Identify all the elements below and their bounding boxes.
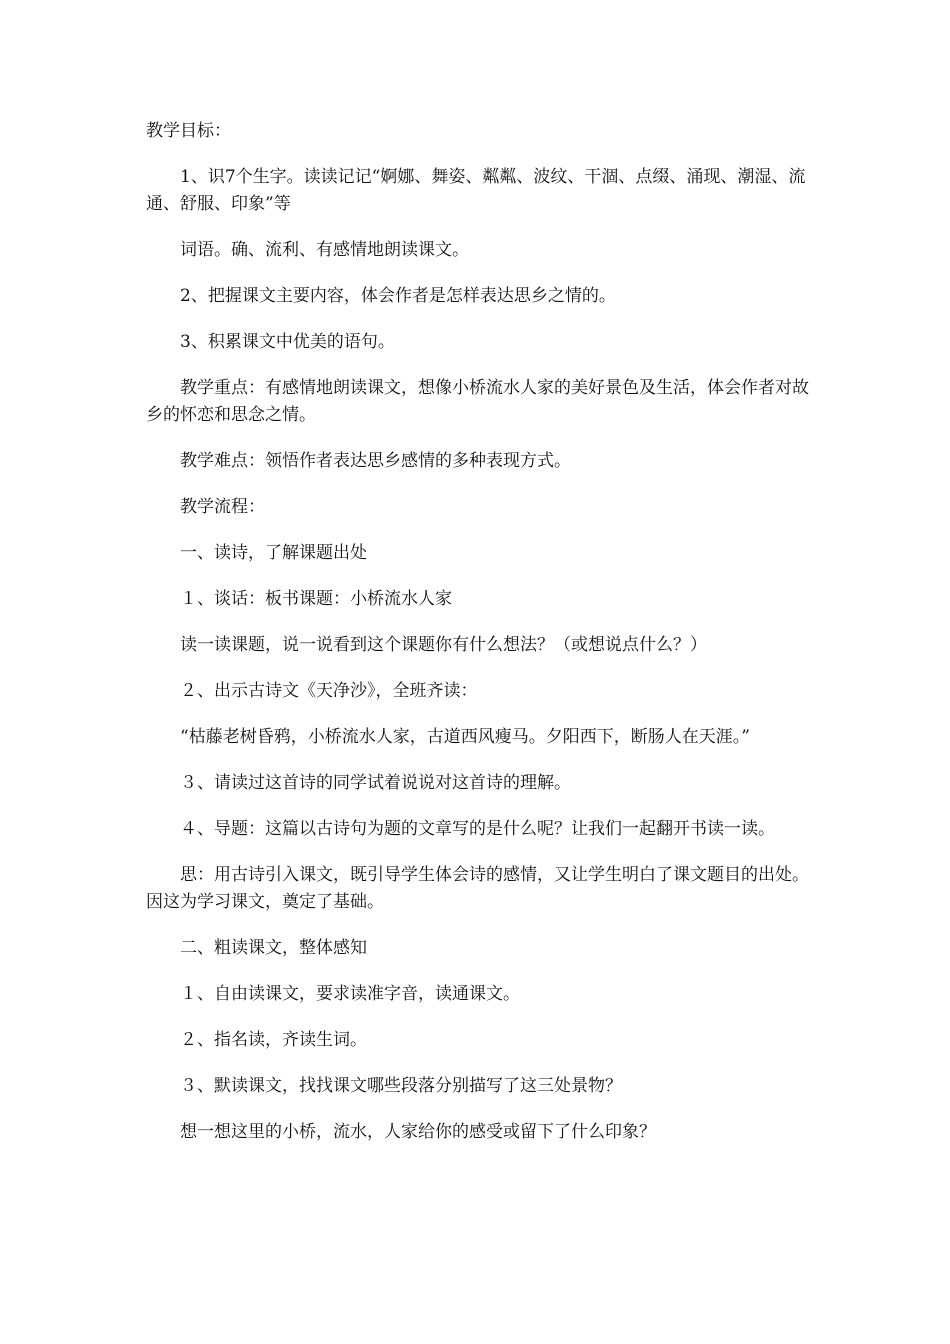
paragraph-process-heading: 教学流程： xyxy=(180,497,265,517)
paragraph-step-2-2: ２、指名读，齐读生词。 xyxy=(180,1030,367,1050)
paragraph-section-1-heading: 一、读诗，了解课题出处 xyxy=(180,543,367,563)
paragraph-difficulties: 教学难点：领悟作者表达思乡感情的多种表现方式。 xyxy=(180,451,571,471)
paragraph-step-1-1: １、谈话：板书课题：小桥流水人家 xyxy=(180,589,452,609)
paragraph-step-1-2: ２、出示古诗文《天净沙》，全班齐读： xyxy=(180,681,478,701)
paragraph-goal-1-continued: 词语。确、流利、有感情地朗读课文。 xyxy=(180,240,469,260)
paragraph-teaching-goals-heading: 教学目标： xyxy=(146,121,231,141)
paragraph-poem: “枯藤老树昏鸦，小桥流水人家，古道西风瘦马。夕阳西下，断肠人在天涯。” xyxy=(180,727,750,747)
paragraph-goal-1: 1、识7个生字。读读记记“婀娜、舞姿、粼粼、波纹、干涸、点缀、涌现、潮湿、流通、舒服、印象”等 xyxy=(146,167,806,214)
paragraph-step-2-1: １、自由读课文，要求读准字音，读通课文。 xyxy=(180,984,520,1004)
paragraph-step-1-3: ３、请读过这首诗的同学试着说说对这首诗的理解。 xyxy=(180,773,571,793)
paragraph-step-1-4: ４、导题：这篇以古诗句为题的文章写的是什么呢？让我们一起翻开书读一读。 xyxy=(180,819,775,839)
paragraph-goal-3: 3、积累课文中优美的语句。 xyxy=(180,332,395,352)
paragraph-key-points: 教学重点：有感情地朗读课文，想像小桥流水人家的美好景色及生活，体会作者对故乡的怀恋和思念之情。 xyxy=(146,378,809,425)
paragraph-step-2-3: ３、默读课文，找找课文哪些段落分别描写了这三处景物？ xyxy=(180,1076,622,1096)
paragraph-section-2-heading: 二、粗读课文，整体感知 xyxy=(180,938,367,958)
paragraph-step-1-1-detail: 读一读课题，说一说看到这个课题你有什么想法？（或想说点什么？） xyxy=(180,635,707,655)
document-body xyxy=(146,118,814,1165)
paragraph-goal-2: 2、把握课文主要内容，体会作者是怎样表达思乡之情的。 xyxy=(180,286,616,306)
paragraph-reflection: 思：用古诗引入课文，既引导学生体会诗的感情，又让学生明白了课文题目的出处。因这为学习课文，奠定了基础。 xyxy=(146,865,809,912)
paragraph-step-2-3-detail: 想一想这里的小桥，流水，人家给你的感受或留下了什么印象？ xyxy=(180,1122,656,1142)
